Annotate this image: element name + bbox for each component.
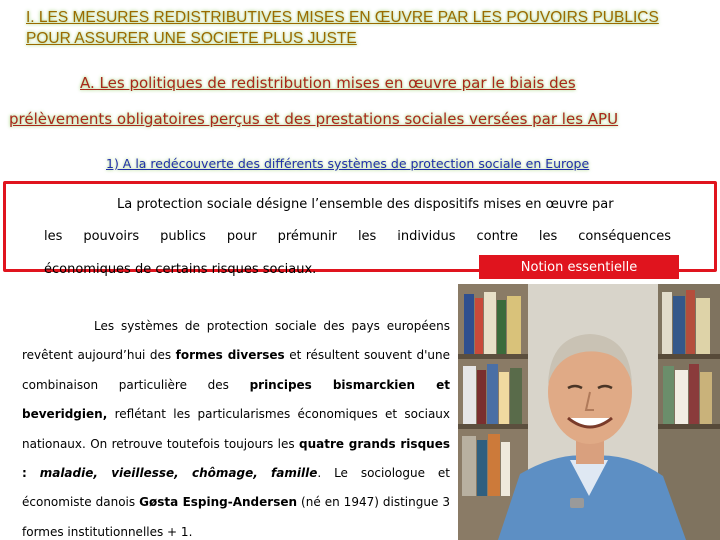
portrait-photo — [458, 284, 720, 540]
body-risks: maladie, vieillesse, chômage, famille — [39, 466, 318, 481]
body-bold-2: principes bismarckien et beveridgien, — [22, 377, 450, 422]
definition-word: individus — [397, 229, 456, 244]
definition-word: contre — [476, 229, 518, 244]
notion-badge: Notion essentielle — [479, 255, 679, 279]
body-text-1: Les systèmes de protection sociale des pays européens revêtent aujourd’hui des — [22, 319, 450, 363]
body-text-5: (né en 1947) distingue 3 formes institutionnelles + 1. — [22, 495, 450, 539]
subtitle-line1: A. Les politiques de redistribution mises en œuvre par le biais des — [80, 74, 576, 92]
body-text-3: reflétant les particularismes économiques et sociaux nationaux. On retrouve toutefois toujours les — [22, 407, 450, 451]
definition-word: les — [538, 229, 558, 244]
main-title-line2: POUR ASSURER UNE SOCIETE PLUS JUSTE — [26, 30, 357, 47]
definition-line1: La protection sociale désigne l’ensemble des dispositifs mises en œuvre par — [117, 197, 614, 212]
body-text-4: . Le sociologue et économiste danois — [22, 466, 450, 510]
definition-word: les — [44, 229, 63, 244]
definition-word: pouvoirs — [83, 229, 140, 244]
definition-line3: économiques de certains risques sociaux. — [44, 262, 317, 277]
main-title — [26, 7, 706, 49]
main-title-line1: I. LES MESURES REDISTRIBUTIVES MISES EN ŒUVRE PAR LES POUVOIRS PUBLICS — [26, 9, 659, 26]
definition-word: conséquences — [578, 229, 671, 244]
body-paragraph — [22, 312, 450, 540]
definition-word: prémunir — [277, 229, 338, 244]
section-heading: 1) A la redécouverte des différents systèmes de protection sociale en Europe — [106, 156, 590, 171]
definition-word: pour — [226, 229, 257, 244]
body-bold-1: formes diverses — [175, 348, 285, 363]
portrait-illustration — [458, 284, 720, 540]
body-bold-3: quatre grands risques : — [22, 436, 450, 481]
definition-line2 — [44, 229, 671, 244]
subtitle-line2: prélèvements obligatoires perçus et des prestations sociales versées par les APU — [9, 110, 619, 128]
body-text-2: et résultent souvent d'une combinaison particulière des — [22, 348, 450, 392]
definition-word: les — [357, 229, 377, 244]
definition-word: publics — [160, 229, 206, 244]
body-bold-4: Gøsta Esping-Andersen — [139, 495, 298, 510]
